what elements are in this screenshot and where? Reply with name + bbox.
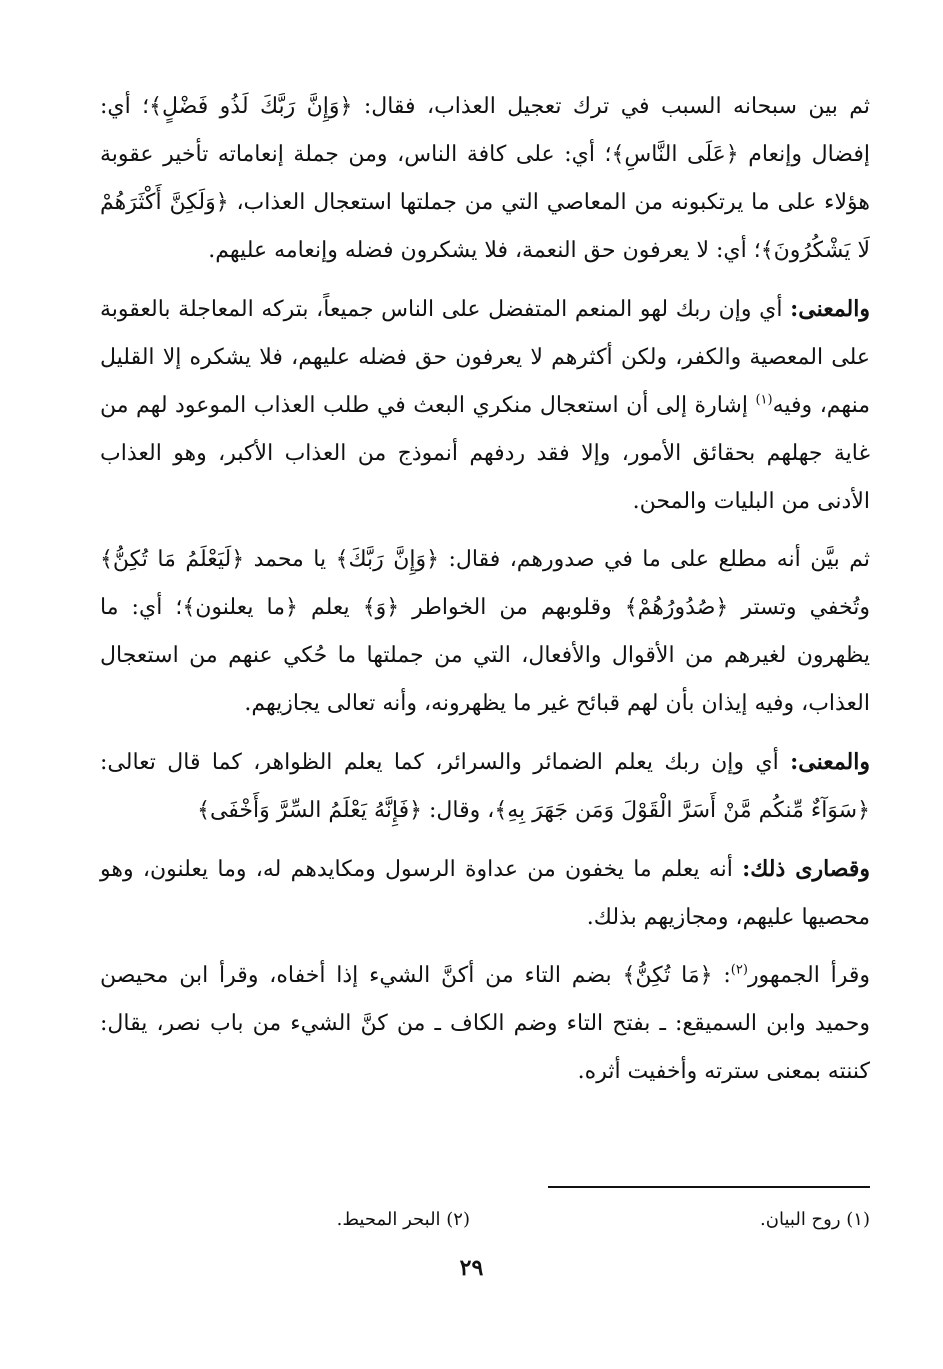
paragraph-2-lead: والمعنى: (790, 296, 870, 322)
paragraph-6 (100, 952, 870, 1096)
paragraph-5 (100, 845, 870, 942)
paragraph-6-text-a: وقرأ الجمهور (747, 963, 871, 988)
footnote-1: (١) روح البيان. (760, 1209, 870, 1230)
paragraph-1-text: ثم بين سبحانه السبب في ترك تعجيل العذاب، فقال: ﴿وَإِنَّ رَبَّكَ لَذُو فَضْلٍ﴾؛ أي: إفضال وإنعام ﴿عَلَى النَّاسِ﴾؛ أي: على كافة الناس، ومن جملة إنعاماته تأخير عقوبة هؤلاء على ما يرتكبونه من المعاصي التي من جملتها استعجال العذاب، ﴿وَلَكِنَّ أَكْثَرَهُمْ لَا يَشْكُرُونَ﴾؛ أي: لا يعرفون حق النعمة، فلا يشكرون فضله وإنعامه عليهم. (100, 94, 870, 263)
paragraph-3-text: ثم بيَّن أنه مطلع على ما في صدورهم، فقال: ﴿وَإِنَّ رَبَّكَ﴾ يا محمد ﴿لَيَعْلَمُ مَا تُكِنُّ﴾ وتُخفي وتستر ﴿صُدُورُهُمْ﴾ وقلوبهم من الخواطر ﴿وَ﴾ يعلم ﴿ما يعلنون﴾؛ أي: ما يظهرون لغيرهم من الأقوال والأفعال، التي من جملتها ما حُكي عنهم من استعجال العذاب، وفيه إيذان بأن لهم قبائح غير ما يظهرونه، وأنه تعالى يجازيهم. (100, 547, 870, 716)
page-number: ٢٩ (459, 1255, 484, 1281)
paragraph-5-lead: وقصارى ذلك: (742, 856, 870, 882)
paragraph-1 (100, 83, 870, 275)
footnote-2: (٢) البحر المحيط. (336, 1209, 470, 1230)
paragraph-2 (100, 285, 870, 526)
paragraph-4 (100, 738, 870, 835)
paragraph-6-text-b: : ﴿مَا تُكِنُّ﴾ بضم التاء من أكنَّ الشيء إذا أخفاه، وقرأ ابن محيصن وحميد وابن السميقع: ـ بفتح التاء وضم الكاف ـ من كنَّ الشيء من باب نصر، يقال: كننته بمعنى سترته وأخفيت أثره. (100, 963, 870, 1084)
paragraph-4-text: أي وإن ربك يعلم الضمائر والسرائر، كما يعلم الظواهر، كما قال تعالى: ﴿سَوَآءٌ مِّنكُم مَّنْ أَسَرَّ الْقَوْلَ وَمَن جَهَرَ بِهِ﴾، وقال: ﴿فَإِنَّهُ يَعْلَمُ السِّرَّ وَأَخْفَى﴾ (100, 750, 870, 823)
paragraph-4-lead: والمعنى: (790, 749, 870, 775)
footnote-ref-2: (٢) (730, 962, 748, 978)
paragraph-2-text-a: أي وإن ربك لهو المنعم المتفضل على الناس جميعاً، بتركه المعاجلة بالعقوبة على المعصية والكفر، ولكن أكثرهم لا يعرفون حق فضله عليهم، فلا يشكره إلا القليل منهم، وفيه (100, 297, 870, 418)
paragraph-5-text: أنه يعلم ما يخفون من عداوة الرسول ومكايدهم له، وما يعلنون، وهو محصيها عليهم، ومجازيهم بذلك. (100, 857, 870, 930)
footnote-divider (548, 1186, 870, 1188)
paragraph-2-text-b: إشارة إلى أن استعجال منكري البعث في طلب العذاب الموعود لهم من غاية جهلهم بحقائق الأمور، وإلا فقد ردفهم أنموذج من العذاب الأكبر، وهو العذاب الأدنى من البليات والمحن. (100, 393, 870, 514)
main-text (100, 83, 870, 1096)
footnote-ref-1: (١) (755, 392, 773, 408)
paragraph-3 (100, 536, 870, 728)
